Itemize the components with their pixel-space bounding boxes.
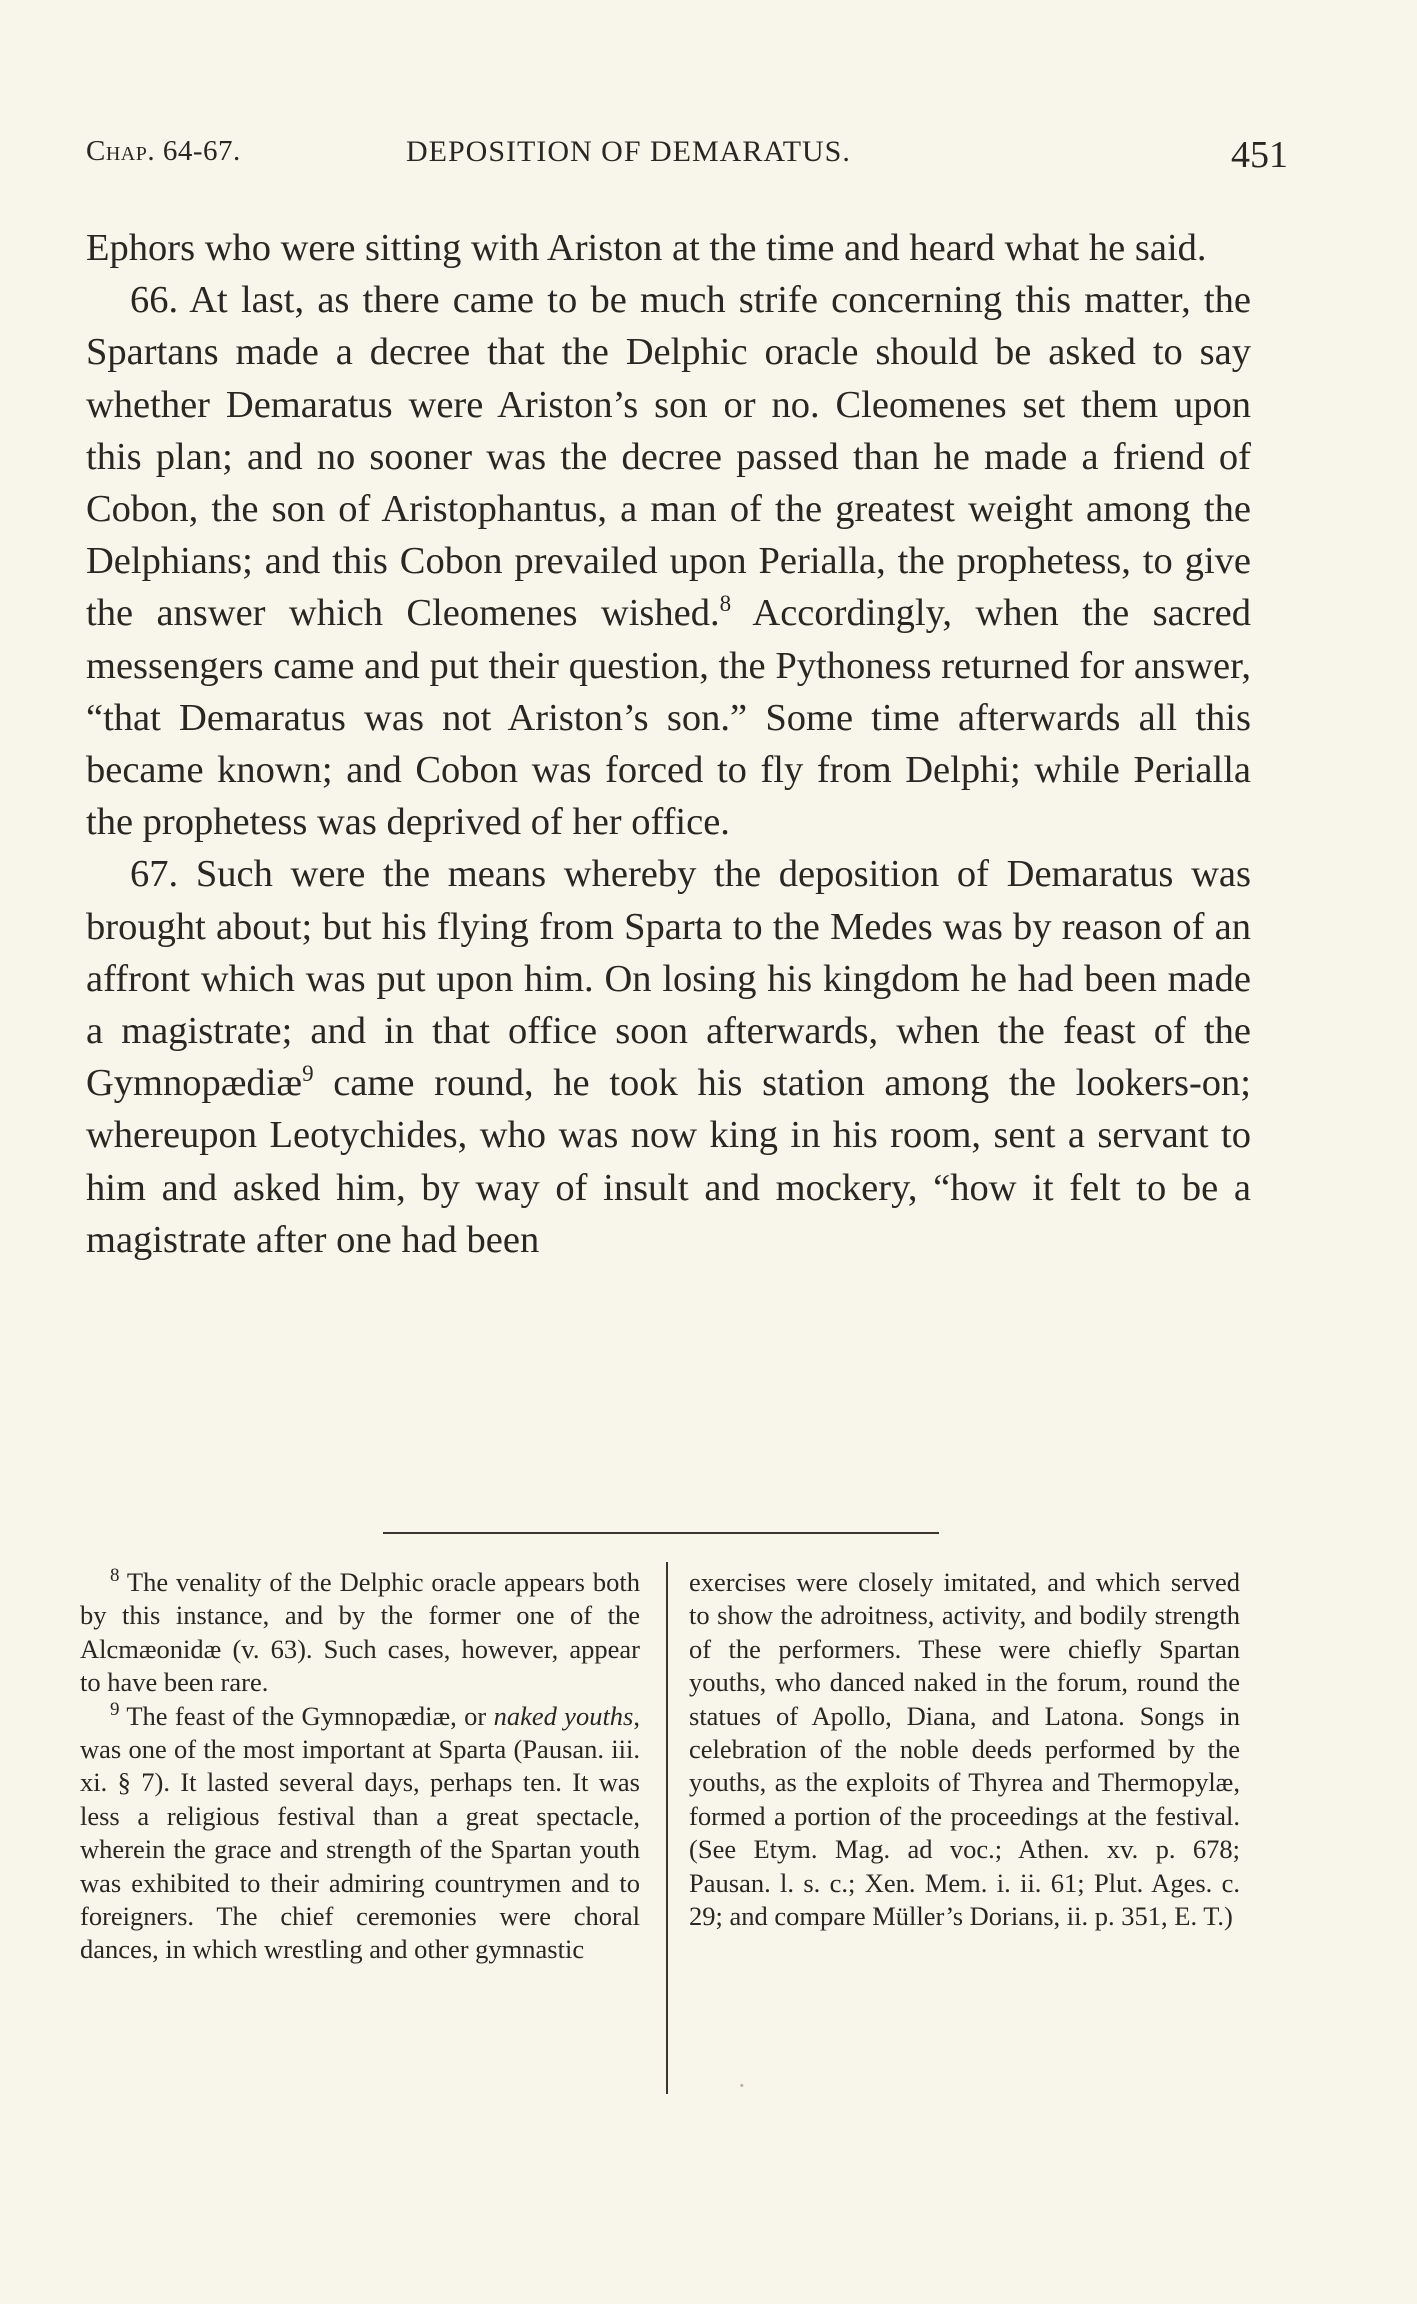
footnote-ref-8: 8	[719, 591, 732, 617]
paragraph-67: 67. Such were the means whereby the deposition of Demaratus was brought about; but his flying from Sparta to the Medes was by reason of an affront which was put upon him. On losing his kingdom he had been made a magistrate; and in that office soon afterwards, when the feast of the Gymnopædiæ$^9$ came round, he took his station among the lookers-on; whereupon Leotychides, who was now king in his room, sent a servant to him and asked him, by way of insult and mockery, “how it felt to be a magistrate after one had been	[86, 853, 1251, 1261]
page-number: 451	[1231, 134, 1288, 176]
footnote-column-divider	[666, 1562, 668, 2094]
footnote-9: $^9$ The feast of the Gymnopædiæ, or naked youths, was one of the most important at Sparta (Pausan. iii. xi. § 7). It lasted several days, perhaps ten. It was less a religious festival than a great spectacle, wherein the grace and strength of the Spartan youth was exhibited to their admiring countrymen and to foreigners. The chief ceremonies were choral dances, in which wrestling and other gymnastic	[80, 1698, 640, 1965]
paragraph-continuation: Ephors who were sitting with Ariston at the time and heard what he said.	[86, 227, 1207, 269]
chapter-reference: Chap. 64-67.	[86, 135, 241, 167]
page-title: DEPOSITION OF DEMARATUS.	[406, 135, 851, 168]
footnote-9-continued: exercises were closely imitated, and which served to show the adroitness, activity, and bodily strength of the performers. These were chiefly Spartan youths, who danced naked in the forum, round the statues of Apollo, Diana, and Latona. Songs in celebration of the noble deeds performed by the youths, as the exploits of Thyrea and Thermopylæ, formed a portion of the proceedings at the festival. (See Etym. Mag. ad voc.; Athen. xv. p. 678; Pausan. l. s. c.; Xen. Mem. i. ii. 61; Plut. Ages. c. 29; and compare Müller’s Dorians, ii. p. 351, E. T.)	[689, 1567, 1240, 1932]
main-text	[86, 222, 1251, 1266]
footnote-ref-9: 9	[302, 1061, 314, 1087]
paragraph-66: 66. At last, as there came to be much strife concerning this matter, the Spartans made a decree that the Delphic oracle should be asked to say whether Demaratus were Ariston’s son or no. Cleomenes set them upon this plan; and no sooner was the decree passed than he made a friend of Cobon, the son of Aristophantus, a man of the greatest weight among the Delphians; and this Cobon prevailed upon Perialla, the prophetess, to give the answer which Cleomenes wished.$^8$ Accordingly, when the sacred messengers came and put their question, the Pythoness returned for answer, “that Demaratus was not Ariston’s son.” Some time afterwards all this became known; and Cobon was forced to fly from Delphi; while Perialla the prophetess was deprived of her office.	[86, 279, 1251, 844]
running-head	[86, 134, 1288, 176]
scan-speck: ·	[738, 2072, 746, 2100]
footnotes-right-column	[689, 1566, 1240, 1933]
footnotes-left-column	[80, 1566, 640, 1967]
footnote-emphasis: naked youths	[493, 1700, 634, 1731]
footnote-8: $^8$ The venality of the Delphic oracle appears both by this instance, and by the former one of the Alcmæonidæ (v. 63). Such cases, however, appear to have been rare.	[80, 1565, 640, 1698]
footnote-rule	[383, 1532, 939, 1534]
